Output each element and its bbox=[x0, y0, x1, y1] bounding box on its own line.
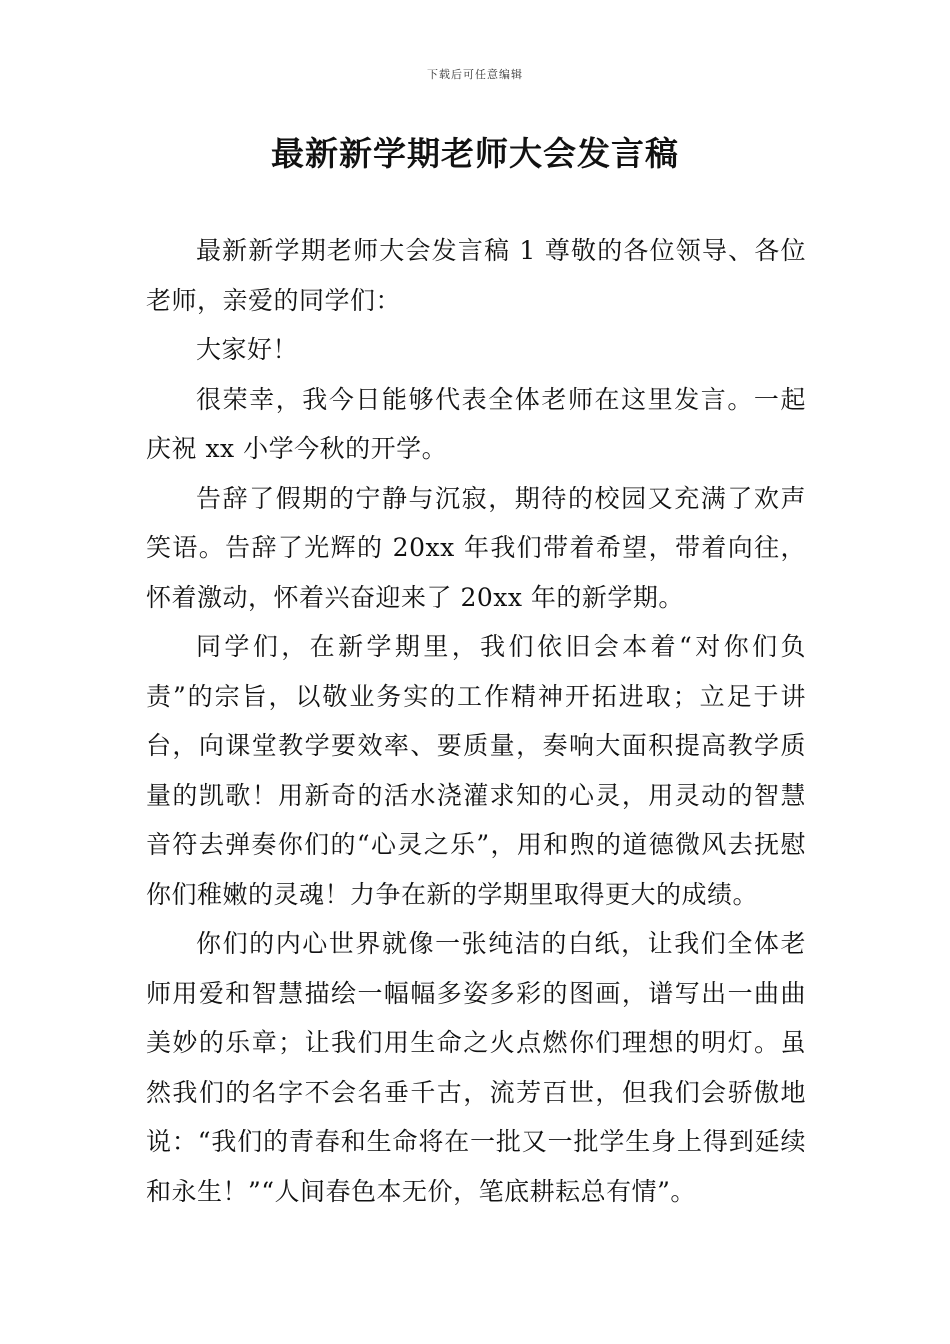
paragraph-honor: 很荣幸，我今日能够代表全体老师在这里发言。一起庆祝 xx 小学今秋的开学。 bbox=[146, 384, 806, 463]
document-body bbox=[146, 226, 806, 1216]
paragraph-farewell-holiday: 告辞了假期的宁静与沉寂，期待的校园又充满了欢声笑语。告辞了光辉的 20xx 年我们带着希望，带着向往，怀着激动，怀着兴奋迎来了 20xx 年的新学期。 bbox=[146, 483, 806, 612]
header-note: 下载后可任意编辑 bbox=[427, 68, 523, 81]
paragraph-hello: 大家好！ bbox=[196, 335, 299, 364]
paragraph-new-term-promise: 同学们，在新学期里，我们依旧会本着“对你们负责”的宗旨，以敬业务实的工作精神开拓进取；立足于讲台，向课堂教学要效率、要质量，奏响大面积提高教学质量的凯歌！用新奇的活水浇灌求知的心灵，用灵动的智慧音符去弹奏你们的“心灵之乐”，用和煦的道德微风去抚慰你们稚嫩的灵魂！力争在新的学期里取得更大的成绩。 bbox=[146, 632, 806, 909]
paragraph-greeting-line: 最新新学期老师大会发言稿 1 尊敬的各位领导、各位老师，亲爱的同学们： bbox=[146, 236, 806, 315]
paragraph-inner-world: 你们的内心世界就像一张纯洁的白纸，让我们全体老师用爱和智慧描绘一幅幅多姿多彩的图画，谱写出一曲曲美妙的乐章；让我们用生命之火点燃你们理想的明灯。虽然我们的名字不会名垂千古，流芳百世，但我们会骄傲地说：“我们的青春和生命将在一批又一批学生身上得到延续和永生！”“人间春色本无价，笔底耕耘总有情”。 bbox=[146, 929, 806, 1206]
document-title: 最新新学期老师大会发言稿 bbox=[271, 134, 679, 173]
